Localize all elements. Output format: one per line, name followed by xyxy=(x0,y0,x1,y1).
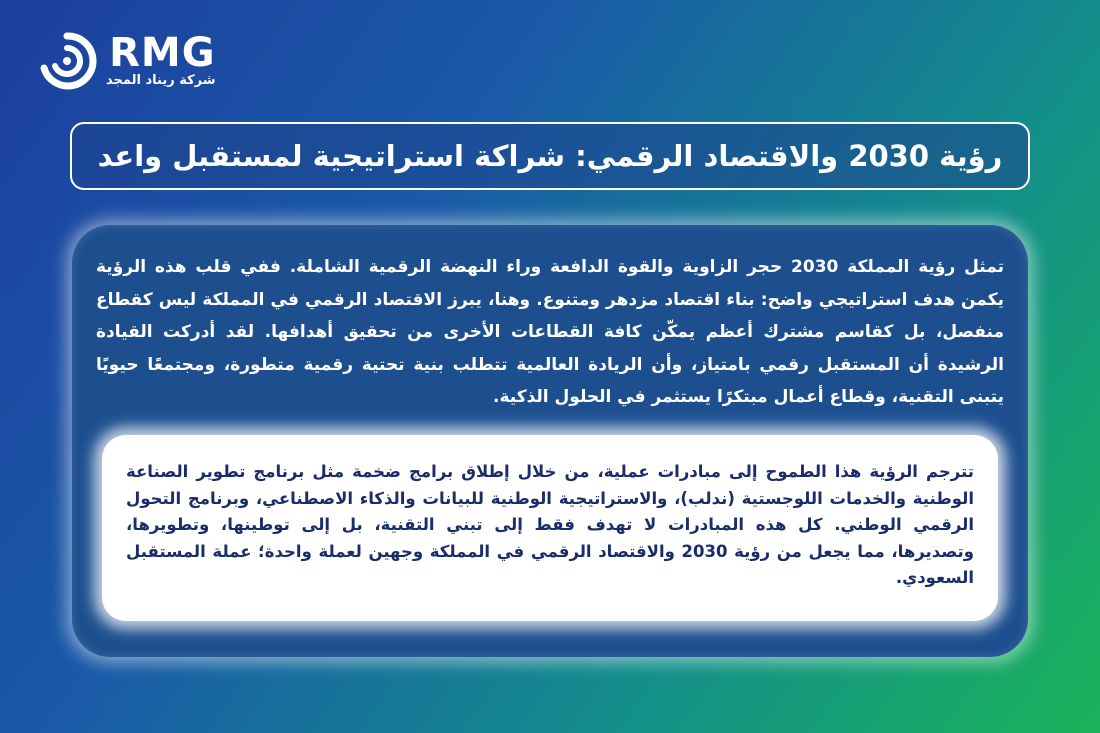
highlight-box xyxy=(102,435,998,621)
page-title: رؤية 2030 والاقتصاد الرقمي: شراكة استراتيجية لمستقبل واعد xyxy=(97,139,1003,173)
content-panel xyxy=(72,225,1028,657)
intro-paragraph: تمثل رؤية المملكة 2030 حجر الزاوية والقوة الدافعة وراء النهضة الرقمية الشاملة. ففي قلب هذه الرؤية يكمن هدف استراتيجي واضح: بناء اقتصاد مزدهر ومتنوع. وهنا، يبرز الاقتصاد الرقمي في المملكة ليس كقطاع منفصل، بل كقاسم مشترك أعظم يمكّن كافة القطاعات الأخرى من تحقيق أهدافها. لقد أدركت القيادة الرشيدة أن المستقبل رقمي بامتياز، وأن الريادة العالمية تتطلب بنية تحتية رقمية متطورة، ومجتمعًا حيويًا يتبنى التقنية، وقطاع أعمال مبتكرًا يستثمر في الحلول الذكية. xyxy=(96,257,1004,407)
logo-text xyxy=(106,30,216,89)
title-banner xyxy=(70,122,1030,190)
brand-logo xyxy=(36,30,216,92)
logo-subtitle: شركة ريناد المجد xyxy=(106,73,216,88)
highlight-paragraph: تترجم الرؤية هذا الطموح إلى مبادرات عملية، من خلال إطلاق برامج ضخمة مثل برنامج تطوير الصناعة الوطنية والخدمات اللوجستية (ندلب)، والاستراتيجية الوطنية للبيانات والذكاء الاصطناعي، وبرنامج التحول الرقمي الوطني. كل هذه المبادرات لا تهدف فقط إلى تبني التقنية، بل إلى توطينها، وتطويرها، وتصديرها، مما يجعل من رؤية 2030 والاقتصاد الرقمي في المملكة وجهين لعملة واحدة؛ عملة المستقبل السعودي. xyxy=(126,462,974,587)
logo-wordmark: RMG xyxy=(109,30,216,76)
rmg-logo-icon xyxy=(36,30,98,92)
